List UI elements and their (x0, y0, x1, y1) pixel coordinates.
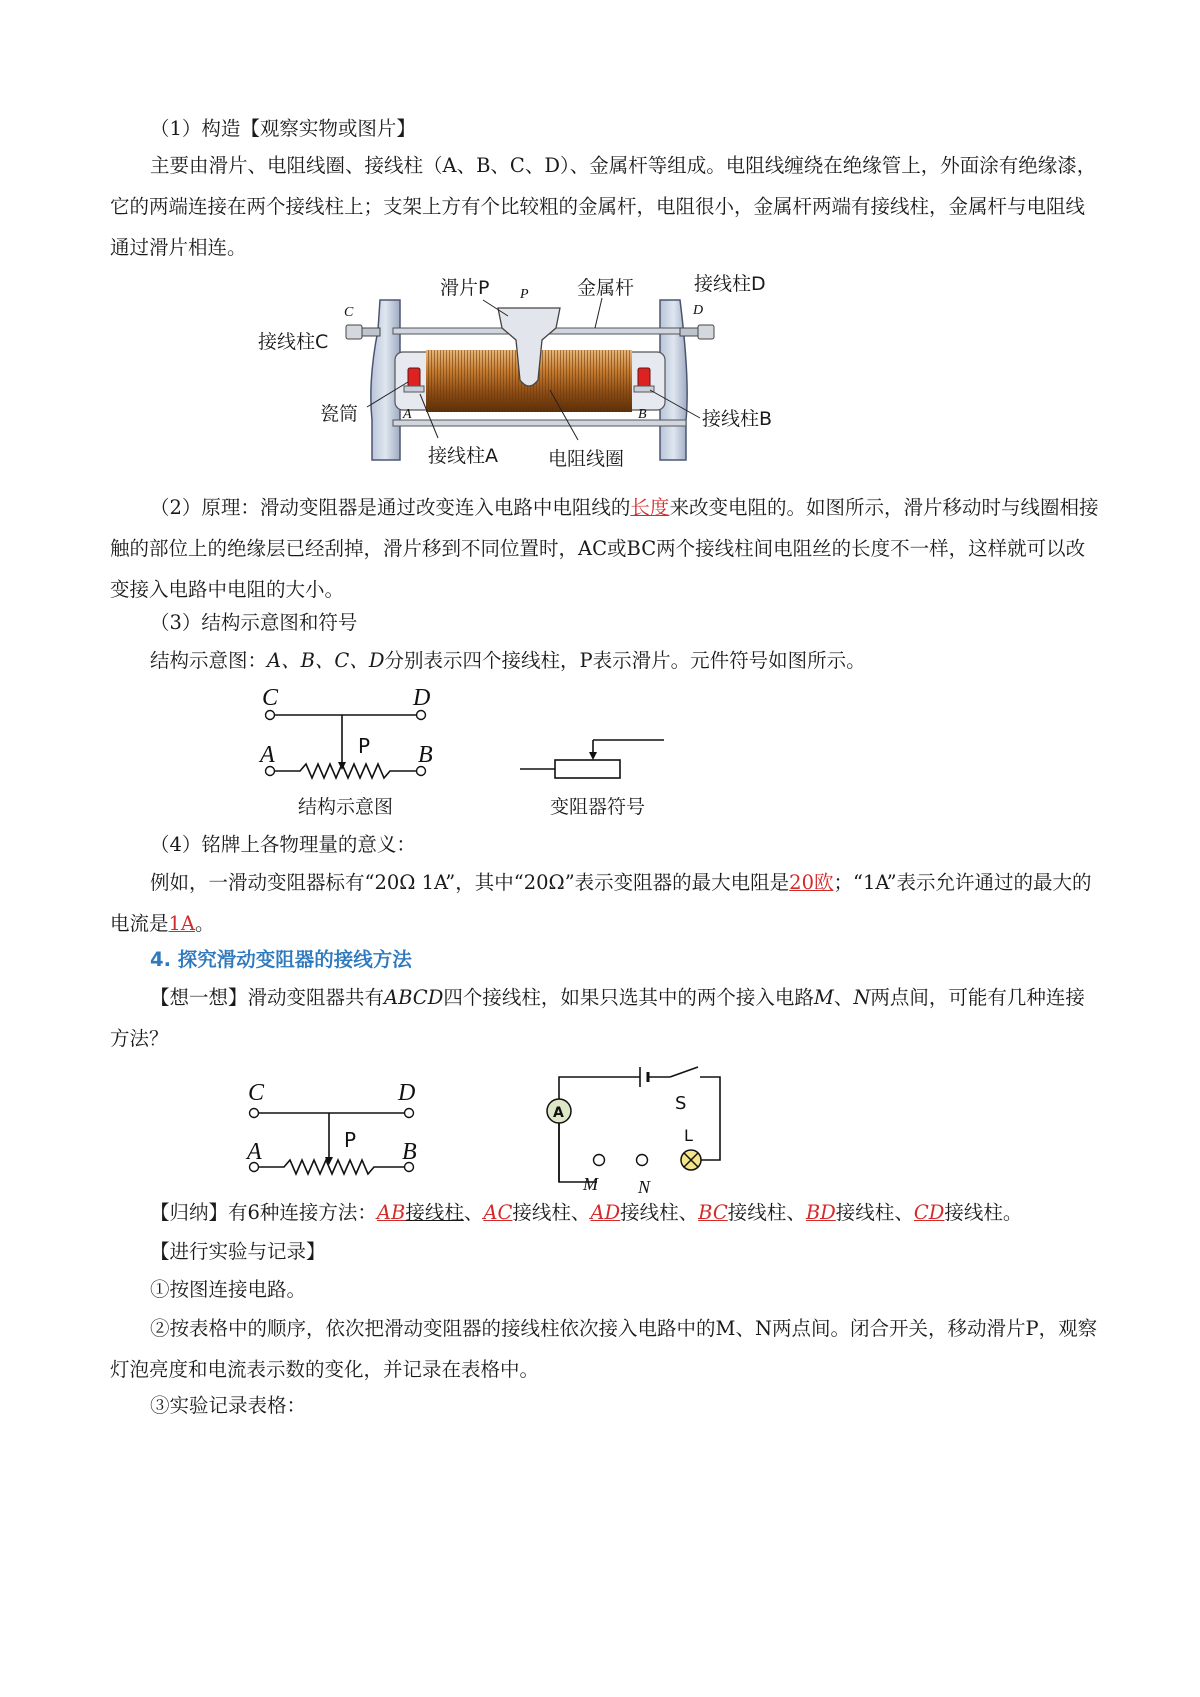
structure-label-b: B (418, 742, 433, 768)
point-label-m: M (583, 1174, 598, 1194)
label-terminal-c: 接线柱C (258, 331, 329, 353)
summary-line: 【归纳】有6种连接方法：AB接线柱、AC接线柱、AD接线柱、BC接线柱、BD接线柱、CD接线柱。 (150, 1201, 1023, 1224)
terminal-c-screw (346, 325, 380, 339)
caption-structure: 结构示意图 (298, 796, 394, 818)
circuit-diagram (240, 1065, 740, 1195)
label-terminal-d: 接线柱D (694, 273, 766, 295)
label-a-letter: A (403, 407, 412, 422)
experiment-step-2: ②按表格中的顺序，依次把滑动变阻器的接线柱依次接入电路中的M、N两点间。闭合开关，移动滑片P，观察灯泡亮度和电流表示数的变化，并记录在表格中。 (110, 1317, 1098, 1381)
label-c-letter: C (344, 305, 354, 320)
experiment-heading: 【进行实验与记录】 (150, 1240, 326, 1263)
think-question: 【想一想】滑动变阻器共有ABCD四个接线柱，如果只选其中的两个接入电路M、N两点间，可能有几种连接方法？ (110, 986, 1085, 1050)
label-slider-p: 滑片P (440, 277, 490, 299)
rheostat-illustration (250, 270, 810, 480)
caption-symbol: 变阻器符号 (550, 796, 646, 818)
lamp-label-l: L (684, 1126, 693, 1145)
point-label-n: N (638, 1177, 651, 1197)
section4-heading: （4）铭牌上各物理量的意义： (150, 833, 416, 856)
label-b-letter: B (638, 407, 647, 422)
lamp-icon (681, 1150, 701, 1170)
structure-diagram (250, 680, 690, 830)
label-metal-rod: 金属杆 (577, 277, 635, 299)
section2-paragraph: （2）原理：滑动变阻器是通过改变连入电路中电阻线的长度来改变电阻的。如图所示，滑片移动时与线圈相接触的部位上的绝缘层已经刮掉，滑片移到不同位置时，AC或BC两个接线柱间电阻丝的长度不一样，这样就可以改变接入电路中电阻的大小。 (110, 496, 1099, 601)
section1-heading: （1）构造【观察实物或图片】 (150, 117, 416, 140)
label-terminal-b: 接线柱B (702, 408, 773, 430)
section3-heading: （3）结构示意图和符号 (150, 611, 358, 634)
section1-body: 主要由滑片、电阻线圈、接线柱（A、B、C、D）、金属杆等组成。电阻线缠绕在绝缘管上，外面涂有绝缘漆，它的两端连接在两个接线柱上；支架上方有个比较粗的金属杆，电阻很小，金属杆两端有接线柱，金属杆与电阻线通过滑片相连。 (110, 154, 1097, 259)
structure-label-p: P (358, 734, 371, 758)
switch-label-s: S (675, 1093, 687, 1114)
circuit-label-p: P (344, 1128, 357, 1152)
structure-label-d: D (413, 685, 431, 711)
ammeter-icon (547, 1099, 571, 1123)
circuit-label-b: B (402, 1139, 417, 1165)
label-terminal-a: 接线柱A (428, 445, 498, 467)
answer-1a: 1A (168, 912, 196, 935)
label-p-letter: P (520, 287, 529, 302)
section-4-title: 4. 探究滑动变阻器的接线方法 (150, 948, 412, 971)
terminal-d-screw (680, 325, 714, 339)
circuit-label-c: C (248, 1080, 265, 1106)
section4-body: 例如，一滑动变阻器标有“20Ω 1A”，其中“20Ω”表示变阻器的最大电阻是20欧；“1A”表示允许通过的最大的电流是1A。 (110, 871, 1092, 935)
section3-body: 结构示意图：A、B、C、D分别表示四个接线柱，P表示滑片。元件符号如图所示。 (150, 649, 866, 672)
label-coil: 电阻线圈 (548, 448, 625, 470)
svg-text:A: A (553, 1105, 564, 1121)
experiment-step-1: ①按图连接电路。 (150, 1278, 307, 1301)
label-ceramic-tube: 瓷筒 (320, 403, 359, 425)
structure-label-a: A (260, 742, 275, 768)
structure-label-c: C (262, 685, 279, 711)
label-d-letter: D (693, 303, 704, 318)
answer-length: 长度 (630, 496, 670, 519)
circuit-label-a: A (247, 1139, 262, 1165)
experiment-step-3: ③实验记录表格： (150, 1394, 307, 1417)
answer-20-ohm: 20欧 (789, 871, 834, 894)
circuit-label-d: D (398, 1080, 416, 1106)
